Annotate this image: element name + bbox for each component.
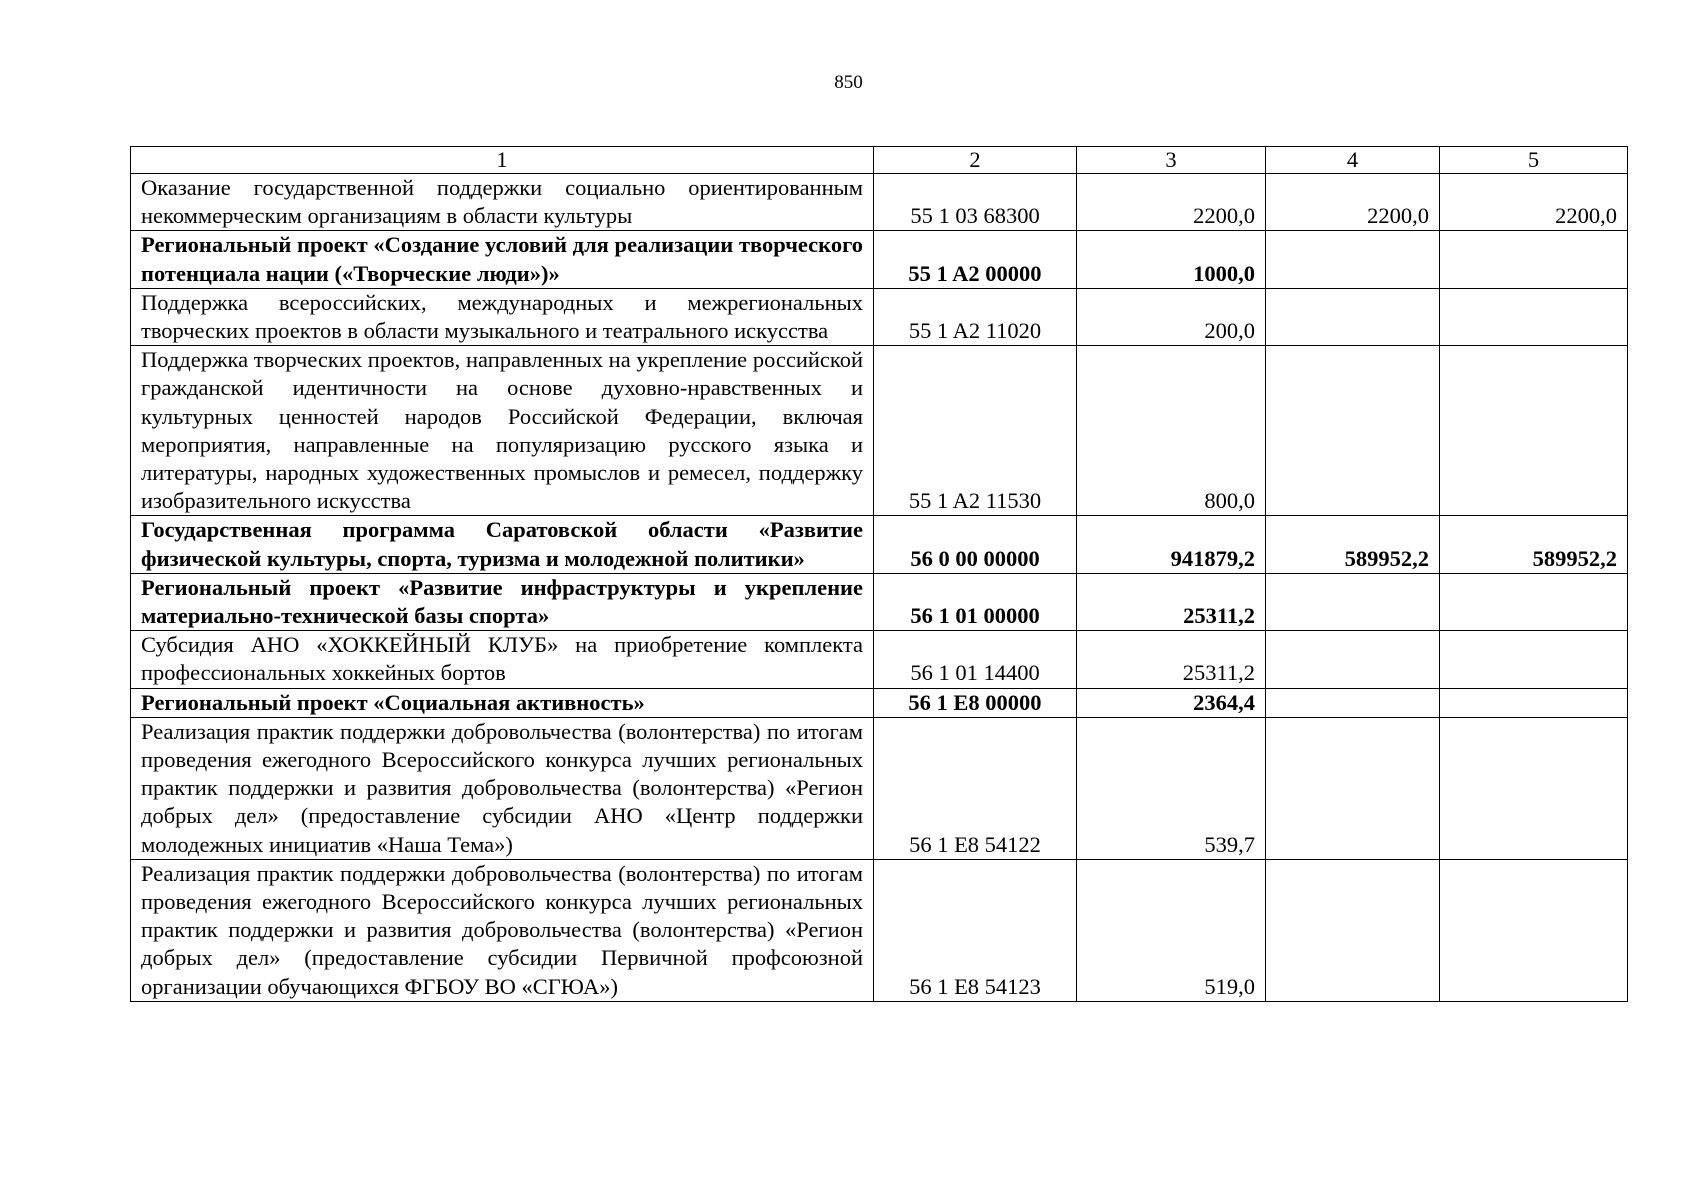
row-value-col5: [1440, 688, 1628, 717]
table-row: [131, 288, 1628, 345]
row-value-col5: [1440, 631, 1628, 688]
column-header: 5: [1440, 147, 1628, 174]
budget-table: [130, 146, 1628, 1002]
row-code-cell: 56 1 E8 54122: [874, 717, 1077, 859]
row-value-col5: [1440, 288, 1628, 345]
column-header: 3: [1077, 147, 1266, 174]
row-value-col3: 25311,2: [1077, 631, 1266, 688]
row-value-col3: 941879,2: [1077, 516, 1266, 573]
row-name-cell: Поддержка творческих проектов, направленных на укрепление российской гражданской идентичности на основе духовно-нравственных и культурных ценностей народов Российской Федерации, включая мероприятия, направленные на популяризацию русского языка и литературы, народных художественных промыслов и ремесел, поддержку изобразительного искусства: [131, 346, 874, 516]
row-value-col4: [1266, 859, 1440, 1001]
row-value-col3: 1000,0: [1077, 231, 1266, 288]
row-name-cell: Оказание государственной поддержки социально ориентированным некоммерческим организациям в области культуры: [131, 174, 874, 231]
row-name-cell: Региональный проект «Социальная активность»: [131, 688, 874, 717]
row-name-cell: Региональный проект «Развитие инфраструктуры и укрепление материально-технической базы спорта»: [131, 573, 874, 630]
row-value-col4: [1266, 288, 1440, 345]
table-row: [131, 174, 1628, 231]
row-code-cell: 55 1 A2 11020: [874, 288, 1077, 345]
row-code-cell: 56 1 E8 00000: [874, 688, 1077, 717]
row-code-cell: 56 1 01 14400: [874, 631, 1077, 688]
row-value-col4: [1266, 231, 1440, 288]
table-row: [131, 231, 1628, 288]
row-value-col5: [1440, 573, 1628, 630]
row-name-cell: Субсидия АНО «ХОККЕЙНЫЙ КЛУБ» на приобретение комплекта профессиональных хоккейных бортов: [131, 631, 874, 688]
row-value-col3: 2364,4: [1077, 688, 1266, 717]
row-value-col4: [1266, 688, 1440, 717]
table-row: [131, 859, 1628, 1001]
row-value-col5: [1440, 346, 1628, 516]
table-row: [131, 516, 1628, 573]
table-row: [131, 346, 1628, 516]
row-code-cell: 56 0 00 00000: [874, 516, 1077, 573]
row-code-cell: 56 1 E8 54123: [874, 859, 1077, 1001]
column-header: 2: [874, 147, 1077, 174]
row-value-col3: 200,0: [1077, 288, 1266, 345]
table-row: [131, 573, 1628, 630]
row-value-col5: [1440, 717, 1628, 859]
row-name-cell: Поддержка всероссийских, международных и межрегиональных творческих проектов в области музыкального и театрального искусства: [131, 288, 874, 345]
row-name-cell: Реализация практик поддержки добровольчества (волонтерства) по итогам проведения ежегодного Всероссийского конкурса лучших региональных практик поддержки и развития добровольчества (волонтерства) «Регион добрых дел» (предоставление субсидии Первичной профсоюзной организации обучающихся ФГБОУ ВО «СГЮА»): [131, 859, 874, 1001]
table-row: [131, 688, 1628, 717]
row-code-cell: 55 1 A2 00000: [874, 231, 1077, 288]
table-row: [131, 717, 1628, 859]
column-header: 1: [131, 147, 874, 174]
row-value-col3: 519,0: [1077, 859, 1266, 1001]
row-value-col5: 2200,0: [1440, 174, 1628, 231]
page-number: 850: [834, 72, 863, 93]
row-value-col5: [1440, 859, 1628, 1001]
row-value-col3: 25311,2: [1077, 573, 1266, 630]
row-name-cell: Региональный проект «Создание условий для реализации творческого потенциала нации («Творческие люди»)»: [131, 231, 874, 288]
row-value-col4: [1266, 717, 1440, 859]
row-name-cell: Реализация практик поддержки добровольчества (волонтерства) по итогам проведения ежегодного Всероссийского конкурса лучших региональных практик поддержки и развития добровольчества (волонтерства) «Регион добрых дел» (предоставление субсидии АНО «Центр поддержки молодежных инициатив «Наша Тема»): [131, 717, 874, 859]
row-value-col4: 2200,0: [1266, 174, 1440, 231]
row-value-col3: 800,0: [1077, 346, 1266, 516]
row-code-cell: 55 1 A2 11530: [874, 346, 1077, 516]
row-name-cell: Государственная программа Саратовской области «Развитие физической культуры, спорта, туризма и молодежной политики»: [131, 516, 874, 573]
row-code-cell: 55 1 03 68300: [874, 174, 1077, 231]
row-value-col5: 589952,2: [1440, 516, 1628, 573]
row-value-col4: [1266, 573, 1440, 630]
table-row: [131, 631, 1628, 688]
row-value-col3: 2200,0: [1077, 174, 1266, 231]
row-value-col4: 589952,2: [1266, 516, 1440, 573]
row-value-col5: [1440, 231, 1628, 288]
row-value-col4: [1266, 631, 1440, 688]
row-code-cell: 56 1 01 00000: [874, 573, 1077, 630]
row-value-col3: 539,7: [1077, 717, 1266, 859]
row-value-col4: [1266, 346, 1440, 516]
table-header-row: [131, 147, 1628, 174]
column-header: 4: [1266, 147, 1440, 174]
